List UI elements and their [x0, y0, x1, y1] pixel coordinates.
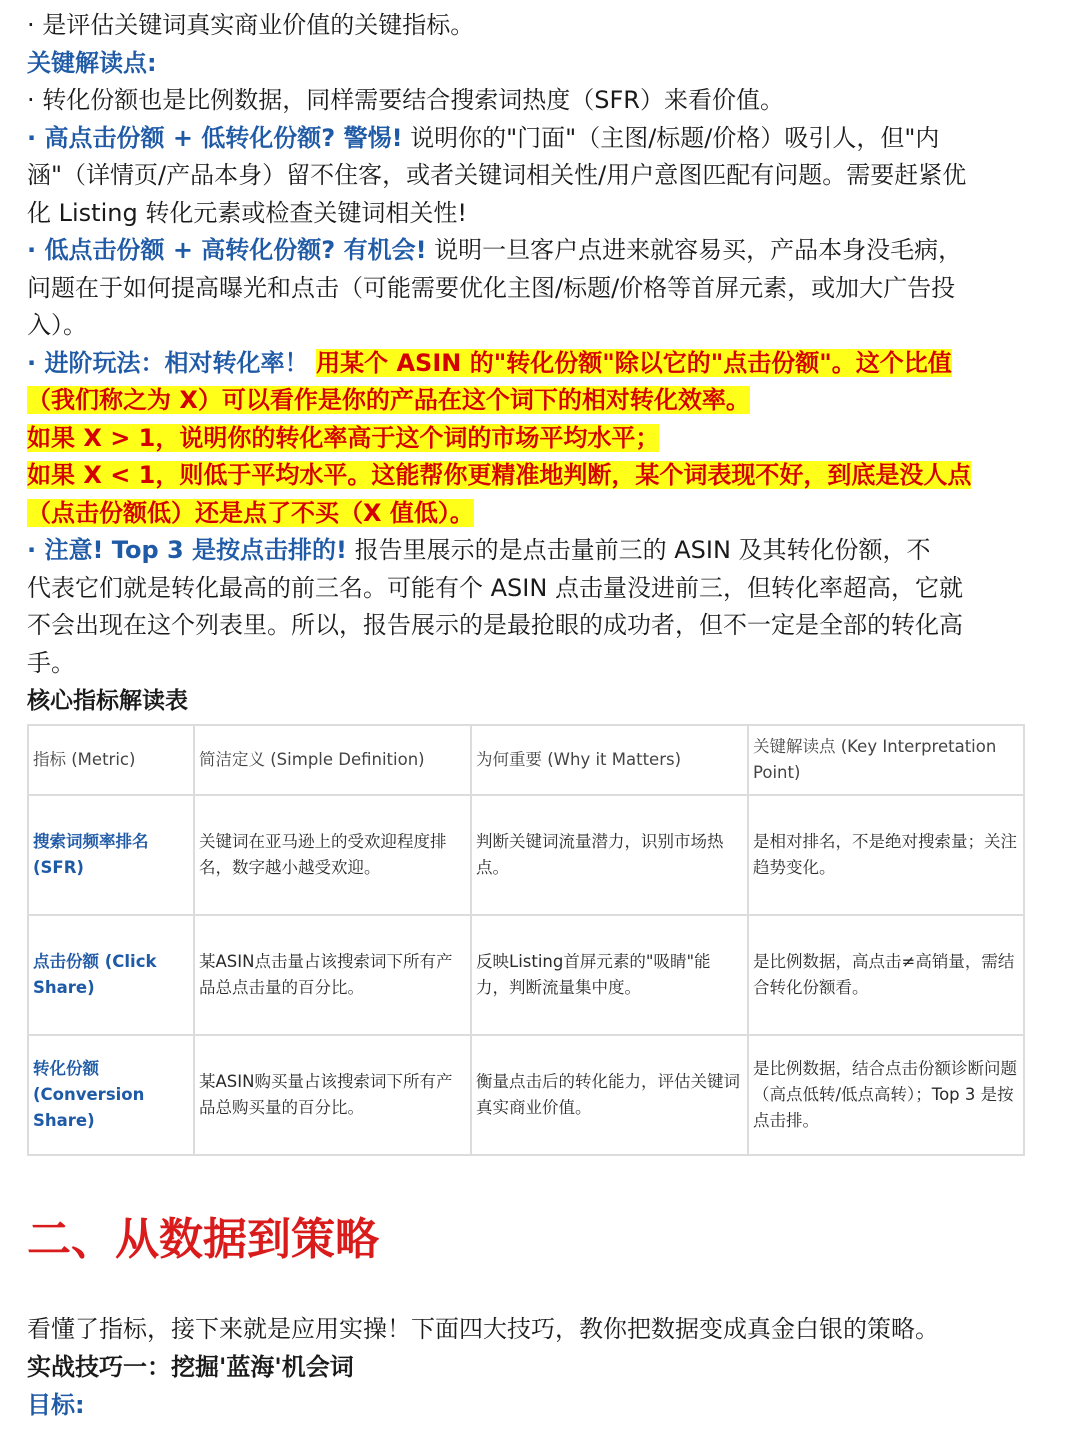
bullet-line: [27, 532, 1057, 570]
table-title: 核心指标解读表: [27, 688, 188, 714]
highlight-text: 如果 X < 1，则低于平均水平。这能帮你更精准地判断，某个词表现不好，到底是没人点: [27, 461, 972, 489]
table-cell: 是比例数据，高点击≠高销量，需结合转化份额看。: [748, 915, 1024, 1035]
metric-cell: 转化份额 (Conversion Share): [28, 1035, 194, 1155]
bullet-lead: · 注意! Top 3 是按点击排的!: [27, 536, 347, 564]
bullet-line: · 是评估关键词真实商业价值的关键指标。: [27, 11, 475, 39]
text-line: 问题在于如何提高曝光和点击（可能需要优化主图/标题/价格等首屏元素，或加大广告投: [27, 273, 956, 302]
bullet-text: 说明一旦客户点进来就容易买，产品本身没毛病，: [426, 236, 963, 264]
metric-cell: 搜索词频率排名 (SFR): [28, 795, 194, 915]
highlight-line: [27, 382, 1057, 420]
highlight-text: （我们称之为 X）可以看作是你的产品在这个词下的相对转化效率。: [27, 386, 750, 414]
table-row: [28, 1035, 1024, 1155]
highlight-text: （点击份额低）还是点了不买（X 值低）。: [27, 498, 474, 527]
bullet-line: · 转化份额也是比例数据，同样需要结合搜索词热度（SFR）来看价值。: [27, 86, 784, 114]
table-cell: 某ASIN购买量占该搜索词下所有产品总购买量的百分比。: [194, 1035, 471, 1155]
highlight-line: [27, 495, 1057, 533]
metrics-table: [27, 724, 1025, 1156]
table-cell: 某ASIN点击量占该搜索词下所有产品总点击量的百分比。: [194, 915, 471, 1035]
highlight-line: [27, 420, 1057, 458]
header-cell: 为何重要 (Why it Matters): [471, 725, 748, 795]
bullet-lead: · 高点击份额 + 低转化份额? 警惕!: [27, 123, 403, 152]
text-line: 不会出现在这个列表里。所以，报告展示的是最抢眼的成功者，但不一定是全部的转化高: [27, 611, 963, 639]
table-cell: 衡量点击后的转化能力，评估关键词真实商业价值。: [471, 1035, 748, 1155]
metric-cell: 点击份额 (Click Share): [28, 915, 194, 1035]
tip-heading: 实战技巧一：挖掘'蓝海'机会词: [27, 1353, 354, 1381]
table-cell: 关键词在亚马逊上的受欢迎程度排名，数字越小越受欢迎。: [194, 795, 471, 915]
text-line: 入）。: [27, 311, 87, 339]
text-line: 手。: [27, 648, 75, 677]
section-heading: 二、从数据到策略: [27, 1214, 379, 1265]
table-cell: 是相对排名，不是绝对搜索量；关注趋势变化。: [748, 795, 1024, 915]
text-line: 代表它们就是转化最高的前三名。可能有个 ASIN 点击量没进前三，但转化率超高，它就: [27, 573, 963, 602]
table-header-row: [28, 725, 1024, 795]
bullet-line: [27, 232, 1057, 270]
header-cell: 指标 (Metric): [28, 725, 194, 795]
highlight-line: [27, 457, 1057, 495]
bullet-line: [27, 345, 1057, 383]
text-line: 涵"（详情页/产品本身）留不住客，或者关键词相关性/用户意图匹配有问题。需要赶紧优: [27, 161, 967, 189]
bullet-text: 报告里展示的是点击量前三的 ASIN 及其转化份额，不: [346, 536, 931, 564]
table-cell: 是比例数据，结合点击份额诊断问题（高点低转/低点高转）；Top 3 是按点击排。: [748, 1035, 1024, 1155]
table-cell: 判断关键词流量潜力，识别市场热点。: [471, 795, 748, 915]
subheading-key-points: 关键解读点:: [27, 48, 157, 77]
bullet-lead: · 进阶玩法：相对转化率！: [27, 348, 309, 377]
section-intro: 看懂了指标，接下来就是应用实操！下面四大技巧，教你把数据变成真金白银的策略。: [27, 1315, 939, 1343]
bullet-line: [27, 120, 1057, 158]
goal-label: 目标:: [27, 1391, 85, 1419]
table-cell: 反映Listing首屏元素的"吸睛"能力，判断流量集中度。: [471, 915, 748, 1035]
header-cell: 简洁定义 (Simple Definition): [194, 725, 471, 795]
table-row: [28, 915, 1024, 1035]
highlight-text: 用某个 ASIN 的"转化份额"除以它的"点击份额"。这个比值: [316, 348, 952, 377]
bullet-text: 说明你的"门面"（主图/标题/价格）吸引人，但"内: [402, 123, 940, 152]
table-row: [28, 795, 1024, 915]
highlight-text: 如果 X > 1，说明你的转化率高于这个词的市场平均水平；: [27, 423, 660, 452]
bullet-lead: · 低点击份额 + 高转化份额? 有机会!: [27, 236, 427, 264]
article: [27, 0, 1057, 1419]
text-line: 化 Listing 转化元素或检查关键词相关性!: [27, 198, 467, 227]
header-cell: 关键解读点 (Key Interpretation Point): [748, 725, 1024, 795]
